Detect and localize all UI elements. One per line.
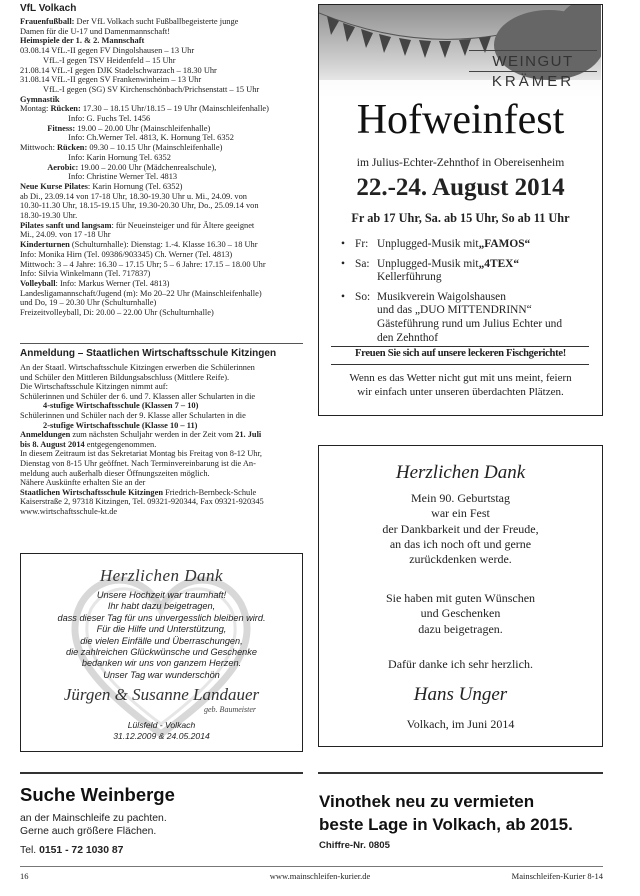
hochzeit-text-line: die vielen Einfälle und Überraschungen, — [80, 635, 243, 646]
vinothek-rule — [318, 772, 603, 774]
hochzeit-text-line: die zahlreichen Glückwünsche und Geschenke — [65, 647, 257, 658]
hochzeit-text-line: Für die Hilfe und Unterstützung, — [96, 624, 227, 635]
hochzeit-text-line: Unser Tag war wunderschön — [103, 669, 220, 680]
program-subline: und das „DUO MITTENDRINN“ — [377, 304, 532, 317]
fisch-text: Freuen Sie sich auf unsere leckeren Fischgerichte! — [355, 348, 566, 359]
schule-text-line: Dienstag von 8-15 Uhr geöffnet. Nach Terminvereinbarung ist die An- — [20, 458, 256, 468]
hofweinfest-location: im Julius-Echter-Zehnthof in Obereisenheim — [356, 156, 565, 169]
footer-issue: Mainschleifen-Kurier 8-14 — [511, 871, 603, 881]
schule-text-line: 2-stufige Wirtschaftsschule (Klasse 10 – 11) — [43, 420, 198, 430]
hochzeit-names: Jürgen & Susanne Landauer — [63, 685, 260, 704]
divider — [20, 343, 303, 344]
schule-text-line: www.wirtschaftsschule-kt.de — [20, 506, 118, 516]
dank-text-line: zurückdenken werde. — [409, 552, 512, 567]
vfl-text-line: Gymnastik — [20, 94, 60, 104]
vfl-text-line: Info: Monika Hirn (Tel. 09386/903345) Ch. Werner (Tel. 4813) — [20, 249, 233, 259]
fisch-rule-top — [331, 346, 589, 347]
hochzeit-text-line: Unsere Hochzeit war traumhaft! — [96, 590, 227, 600]
vfl-text-line: VfL.-I gegen (SG) SV Kirchenschönbach/Prichsenstatt – 15 Uhr — [20, 84, 260, 94]
hochzeit-title: Herzlichen Dank — [99, 566, 224, 585]
vfl-text-line: Montag: Rücken: 17.30 – 18.15 Uhr/18.15 – 19 Uhr (Mainschleifenhalle) — [20, 104, 269, 114]
footer-rule — [20, 866, 603, 867]
vfl-text-line: Neue Kurse Pilates: Karin Hornung (Tel. 6352) — [20, 181, 183, 191]
brand-weingut: WEINGUT — [492, 53, 574, 70]
dank-text-2 — [319, 591, 602, 637]
schule-text-line: In diesem Zeitraum ist das Sekretariat Montag bis Freitag von 8-12 Uhr, — [20, 449, 263, 459]
program-subline: Kellerführung — [377, 271, 442, 284]
program-subline: Gästeführung rund um Julius Echter und — [377, 317, 563, 330]
phone-label: Tel. — [20, 845, 37, 856]
schule-text-line: meldung auch außerhalb dieser Öffnungszeiten möglich. — [20, 468, 210, 478]
page-number: 16 — [20, 871, 29, 881]
weather-line-2: wir einfach unter unseren überdachten Plätzen. — [357, 386, 564, 398]
schule-text-line: An der Staatl. Wirtschaftsschule Kitzingen erwerben die Schülerinnen — [20, 363, 255, 372]
vfl-text-line: Info: G. Fuchs Tel. 1456 — [20, 114, 151, 124]
vfl-text-line: Frauenfußball: Der VfL Volkach sucht Fußballbegeisterte junge — [20, 17, 239, 26]
vfl-text — [20, 17, 302, 318]
footer-url: www.mainschleifen-kurier.de — [269, 871, 371, 881]
vfl-text-line: 31.08.14 VfL.-II gegen SV Frankenwinheim – 13 Uhr — [20, 75, 202, 85]
hochzeit-text-line: bedanken wir uns von ganzem Herzen. — [81, 658, 242, 669]
dank-text-1 — [319, 491, 602, 567]
bullet-icon: • — [341, 257, 345, 270]
brand-rule-mid — [469, 71, 597, 72]
vfl-text-line: 03.08.14 VfL.-II gegen FV Dingolshausen – 13 Uhr — [20, 46, 195, 56]
hochzeit-text-line: dass dieser Tag für uns unvergesslich bleiben wird. — [57, 612, 266, 623]
vfl-text-line: Kinderturnen (Schulturnhalle): Dienstag: 1.-4. Klasse 16.30 – 18 Uhr — [20, 240, 258, 250]
vfl-text-line: Pilates sanft und langsam: für Neueinsteiger und für Ältere geeignet — [20, 220, 255, 230]
vfl-text-line: Heimspiele der 1. & 2. Mannschaft — [20, 36, 145, 46]
dank-text-line: Mein 90. Geburtstag — [411, 491, 510, 505]
dank-text-line: der Dankbarkeit und der Freude, — [382, 521, 539, 536]
schule-text-line: Schülerinnen und Schüler nach der 9. Klasse aller Schularten in die — [20, 410, 246, 420]
schule-text-line: bis 8. August 2014 entgegengenommen. — [20, 439, 157, 449]
vinothek-chiffre: Chiffre-Nr. 0805 — [319, 840, 390, 851]
schule-section — [20, 347, 303, 517]
program-day: Fr: — [355, 238, 369, 250]
vfl-text-line: Mi., 24.09. von 17 -18 Uhr — [20, 230, 111, 240]
schule-text-line: Nähere Auskünfte erhalten Sie an der — [20, 478, 146, 488]
vfl-text-line: Damen für die U-17 und Damenmannschaft! — [20, 26, 171, 36]
schule-text-line: Schülerinnen und Schüler der 6. und 7. Klassen aller Schularten in die — [20, 391, 256, 401]
schule-text-line: Staatlichen Wirtschaftsschule Kitzingen Friedrich-Bernbeck-Schule — [20, 487, 257, 497]
program-day: Sa: — [355, 257, 370, 270]
brand-kraemer: KRÄMER — [491, 73, 575, 90]
dank-text-line: Sie haben mit guten Wünschen — [385, 591, 536, 605]
vfl-text-line: Info: Christine Werner Tel. 4813 — [20, 172, 178, 182]
program-day: So: — [355, 290, 371, 303]
weinberge-phone — [20, 845, 123, 856]
hofweinfest-ad — [318, 4, 603, 416]
hochzeit-ad — [20, 553, 303, 752]
vfl-text-line: Info: Karin Hornung Tel. 6352 — [20, 152, 171, 162]
vfl-text-line: Mittwoch: Rücken: 09.30 – 10.15 Uhr (Mainschleifenhalle) — [20, 143, 223, 153]
program-text: Unplugged-Musik mit — [377, 257, 479, 270]
schule-text-line: Die Wirtschaftsschule Kitzingen nimmt auf: — [20, 382, 168, 392]
vfl-text-line: VfL.-I gegen TSV Heidenfeld – 15 Uhr — [20, 55, 176, 65]
program-act: „FAMOS“ — [478, 238, 531, 250]
weather-line-1: Wenn es das Wetter nicht gut mit uns meint, feiern — [349, 372, 572, 384]
vfl-text-line: Landesligamannschaft/Jugend (m): Mo 20–22 Uhr (Mainschleifenhalle) — [20, 288, 262, 298]
program-text: Unplugged-Musik mit — [377, 238, 479, 250]
program-item — [341, 258, 596, 285]
weinberge-line-2: Gerne auch größere Flächen. — [20, 826, 157, 837]
dank-text-line: dazu beigetragen. — [418, 621, 503, 636]
hofweinfest-times: Fr ab 17 Uhr, Sa. ab 15 Uhr, So ab 11 Uhr — [351, 211, 570, 225]
vfl-text-line: und Do, 19 – 20.30 Uhr (Schulturnhalle) — [20, 298, 157, 308]
program-subline: den Zehnthof — [377, 331, 439, 344]
vinothek-line-1: Vinothek neu zu vermieten — [319, 792, 535, 811]
dank-text-3: Dafür danke ich sehr herzlich. — [388, 657, 533, 671]
vfl-text-line: Fitness: 19.00 – 20.00 Uhr (Mainschleifenhalle) — [47, 123, 211, 133]
dank-signature: Hans Unger — [413, 684, 508, 705]
hochzeit-place: Lülsfeld - Volkach — [127, 720, 196, 730]
vinothek-line-2: beste Lage in Volkach, ab 2015. — [319, 815, 573, 834]
hochzeit-geb: geb. Baumeister — [204, 705, 256, 714]
hofweinfest-program — [341, 238, 596, 351]
vfl-text-line: Mittwoch: 3 – 4 Jahre: 16.30 – 17.15 Uhr; 5 – 6 Jahre: 17.15 – 18.00 Uhr — [20, 259, 266, 269]
dank-text-line: und Geschenken — [420, 606, 501, 621]
fisch-rule-bottom — [331, 364, 589, 365]
program-act: „4TEX“ — [478, 257, 520, 270]
bullet-icon: • — [341, 290, 345, 303]
brand-rule-top — [469, 50, 597, 51]
phone-number: 0151 - 72 1030 87 — [39, 845, 124, 856]
geburtstag-dank-ad — [318, 445, 603, 747]
program-text: Musikverein Waigolshausen — [377, 290, 506, 303]
bullet-icon: • — [341, 238, 345, 250]
vfl-text-line: Freizeitvolleyball, Di: 20.00 – 22.00 Uhr (Schulturnhalle) — [20, 308, 214, 318]
schule-text-line: Kaiserstraße 2, 97318 Kitzingen, Tel. 09321-920344, Fax 09321-920345 — [20, 497, 264, 507]
hochzeit-text-line: Ihr habt dazu beigetragen, — [107, 601, 216, 612]
dank-text-line: an das ich noch oft und gerne — [389, 536, 532, 551]
vfl-text-line: 10.30-11.30 Uhr, 18.15-19.15 Uhr, 19.30-20.30 Uhr, Do., 25.09.14 von — [20, 201, 259, 211]
vfl-text-line: Volleyball: Info: Markus Werner (Tel. 4813) — [20, 278, 170, 288]
left-column — [20, 2, 302, 318]
vfl-text-line: 18.30-19.30 Uhr. — [20, 211, 78, 221]
schule-text-line: 4-stufige Wirtschaftsschule (Klassen 7 – 10) — [43, 401, 199, 411]
schule-text — [20, 363, 303, 517]
hofweinfest-title: Hofweinfest — [356, 97, 565, 143]
program-item — [341, 238, 596, 252]
schule-text-line: Anmeldungen zum nächsten Schuljahr werden in der Zeit vom 21. Juli — [20, 430, 262, 440]
hochzeit-dates: 31.12.2009 & 24.05.2014 — [113, 731, 210, 741]
dank-place: Volkach, im Juni 2014 — [406, 717, 515, 731]
schule-text-line: und Schüler den Mittleren Bildungsabschluss (Mittlere Reife). — [20, 372, 230, 382]
hochzeit-text — [21, 590, 302, 681]
vfl-text-line: 21.08.14 VfL.-I gegen DJK Stadelschwarzach – 18.30 Uhr — [20, 65, 217, 75]
schule-heading: Anmeldung – Staatlichen Wirtschaftsschule Kitzingen — [20, 348, 277, 359]
vfl-text-line: Info: Ch.Werner Tel. 4813, K. Hornung Tel. 6352 — [20, 133, 234, 143]
weinberge-title: Suche Weinberge — [20, 784, 175, 805]
vfl-text-line: ab Di., 23.09.14 von 17-18 Uhr, 18.30-19.30 Uhr u. Mi., 24.09. von — [20, 191, 247, 201]
dank-title: Herzlichen Dank — [395, 462, 526, 483]
program-item — [341, 291, 596, 345]
vfl-heading: VfL Volkach — [20, 3, 77, 14]
vfl-text-line: Aerobic: 19.00 – 20.00 Uhr (Mädchenrealschule), — [47, 162, 217, 172]
weinberge-line-1: an der Mainschleife zu pachten. — [20, 813, 167, 824]
dank-text-line: war ein Fest — [431, 506, 490, 521]
vfl-text-line: Info: Silvia Winkelmann (Tel. 717837) — [20, 269, 151, 279]
hofweinfest-dates: 22.-24. August 2014 — [356, 174, 565, 201]
weinberge-rule — [20, 772, 303, 774]
